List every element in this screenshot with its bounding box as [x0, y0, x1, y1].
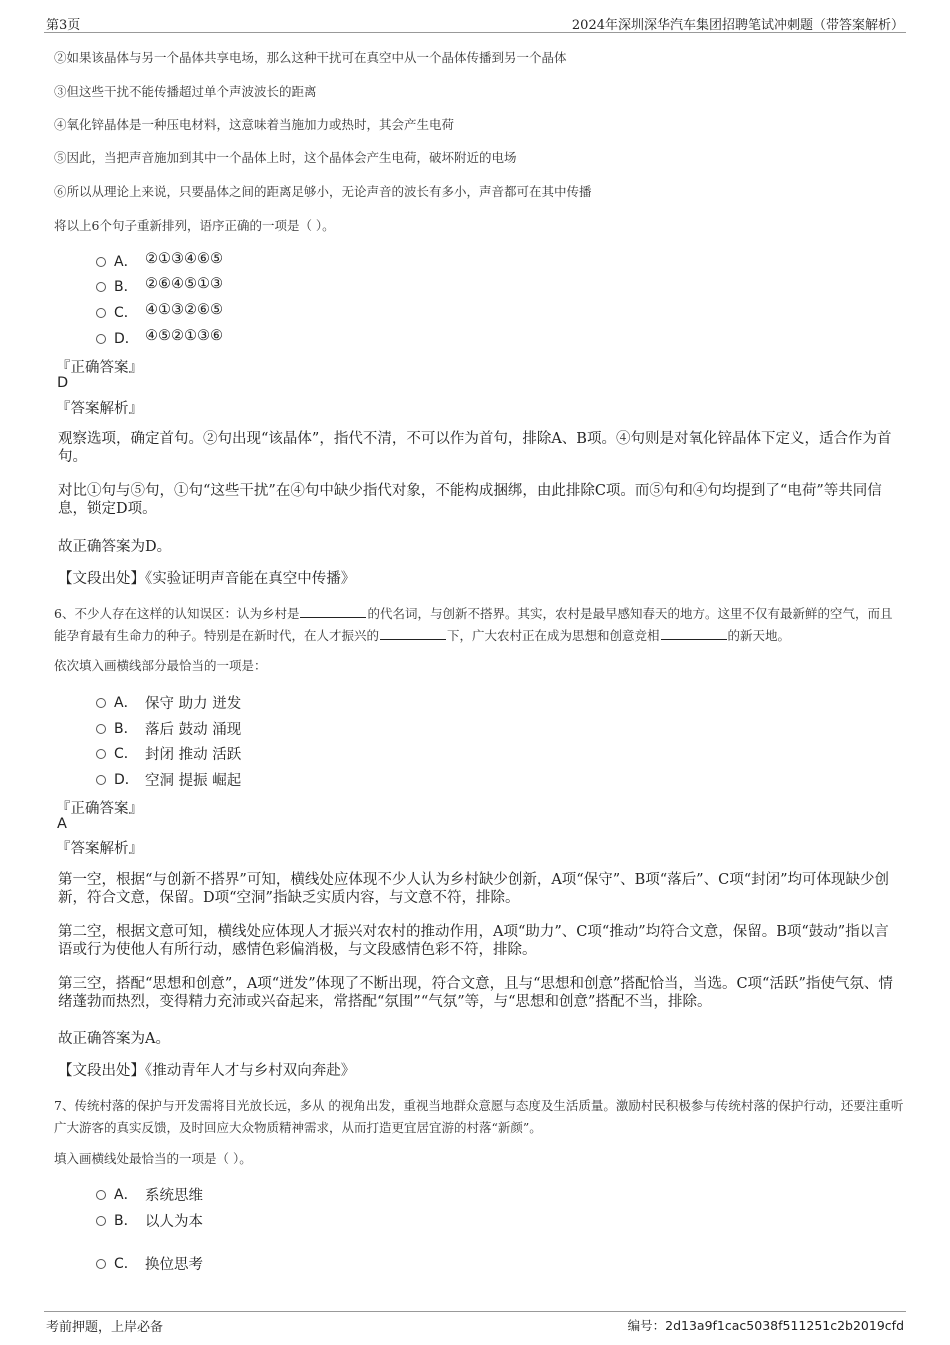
source-citation: 【文段出处】《实验证明声音能在真空中传播》: [58, 571, 356, 587]
radio-button[interactable]: [96, 1190, 106, 1200]
q5-sentence: ④氧化锌晶体是一种压电材料，这意味着当施加力或热时，其会产生电荷: [54, 117, 455, 132]
answer-label: 『正确答案』: [56, 360, 143, 376]
source-citation: 【文段出处】《推动青年人才与乡村双向奔赴》: [58, 1063, 356, 1079]
radio-button[interactable]: [96, 1216, 106, 1226]
answer-value: D: [57, 375, 69, 391]
document-code: 编号：2d13a9f1cac5038f511251c2b2019cfd: [627, 1318, 904, 1333]
page-number: 第3页: [46, 18, 81, 33]
q7-stem: 7、传统村落的保护与开发需将目光放长远，多从 的视角出发，重视当地群众意愿与态度及生活质量。激励村民积极参与传统村落的保护行动，还要注重听广大游客的真实反馈，及时回应大众物质精神需求，从而打造更宜居宜游的村落“新颜”。: [54, 1098, 904, 1135]
q5-sentence: ⑥所以从理论上来说，只要晶体之间的距离足够小，无论声音的波长有多小，声音都可在其中传播: [54, 184, 592, 199]
radio-button[interactable]: [96, 282, 106, 292]
q6-stem: 6、不少人存在这样的认知误区：认为乡村是 的代名词，与创新不搭界。其实，农村是最早感知春天的地方。这里不仅有最新鲜的空气，而且能孕育最有生命力的种子。特别是在新时代，在人才振兴的 下，广大农村正在成为思想和创意竞相 的新天地。: [54, 606, 893, 643]
analysis-paragraph: 第三空，搭配“思想和创意”，A项“迸发”体现了不断出现，符合文意，且与“思想和创意”搭配恰当，当选。C项“活跃”指使气氛、情绪蓬勃而热烈，变得精力充沛或兴奋起来，常搭配“氛围”“气氛”等，与“思想和创意”搭配不当，排除。: [58, 976, 893, 1010]
fill-blank: [380, 627, 446, 640]
footer-slogan: 考前押题，上岸必备: [46, 1320, 164, 1335]
radio-button[interactable]: [96, 698, 106, 708]
q5-sentence: ⑤因此，当把声音施加到其中一个晶体上时，这个晶体会产生电荷，破坏附近的电场: [54, 150, 517, 165]
q5-sentence: ③但这些干扰不能传播超过单个声波波长的距离: [54, 84, 317, 99]
analysis-paragraph: 对比①句与⑤句，①句“这些干扰”在④句中缺少指代对象，不能构成捆绑，由此排除C项。而⑤句和④句均提到了“电荷”等共同信息，锁定D项。: [58, 483, 882, 517]
radio-button[interactable]: [96, 334, 106, 344]
analysis-label: 『答案解析』: [56, 841, 143, 857]
analysis-paragraph: 观察选项，确定首句。②句出现“该晶体”，指代不清，不可以作为首句，排除A、B项。④句则是对氧化锌晶体下定义，适合作为首句。: [58, 431, 892, 465]
document-title: 2024年深圳深华汽车集团招聘笔试冲刺题（带答案解析）: [571, 18, 904, 33]
radio-button[interactable]: [96, 1259, 106, 1269]
analysis-conclusion: 故正确答案为D。: [58, 539, 172, 555]
q6-prompt: 依次填入画横线部分最恰当的一项是：: [54, 658, 267, 673]
fill-blank: [300, 605, 366, 618]
page-footer: [44, 1311, 906, 1334]
q7-prompt: 填入画横线处最恰当的一项是（ ）。: [54, 1151, 252, 1166]
radio-button[interactable]: [96, 749, 106, 759]
analysis-conclusion: 故正确答案为A。: [58, 1031, 170, 1047]
radio-button[interactable]: [96, 257, 106, 267]
radio-button[interactable]: [96, 775, 106, 785]
answer-label: 『正确答案』: [56, 801, 143, 817]
q5-sentence: ②如果该晶体与另一个晶体共享电场，那么这种干扰可在真空中从一个晶体传播到另一个晶体: [54, 50, 567, 65]
analysis-paragraph: 第二空，根据文意可知，横线处应体现人才振兴对农村的推动作用，A项“助力”、C项“推动”均符合文意，保留。B项“鼓动”指以言语或行为使他人有所行动，感情色彩偏消极，与文段感情色彩不符，排除。: [58, 924, 889, 958]
q5-prompt: 将以上6个句子重新排列，语序正确的一项是（ ）。: [54, 218, 335, 233]
radio-button[interactable]: [96, 724, 106, 734]
fill-blank: [661, 627, 727, 640]
radio-button[interactable]: [96, 308, 106, 318]
answer-value: A: [57, 816, 67, 832]
analysis-paragraph: 第一空，根据“与创新不搭界”可知，横线处应体现不少人认为乡村缺少创新，A项“保守”、B项“落后”、C项“封闭”均可体现缺少创新，符合文意，保留。D项“空洞”指缺乏实质内容，与文意不符，排除。: [58, 872, 890, 906]
page-header: [44, 10, 906, 33]
analysis-label: 『答案解析』: [56, 401, 143, 417]
